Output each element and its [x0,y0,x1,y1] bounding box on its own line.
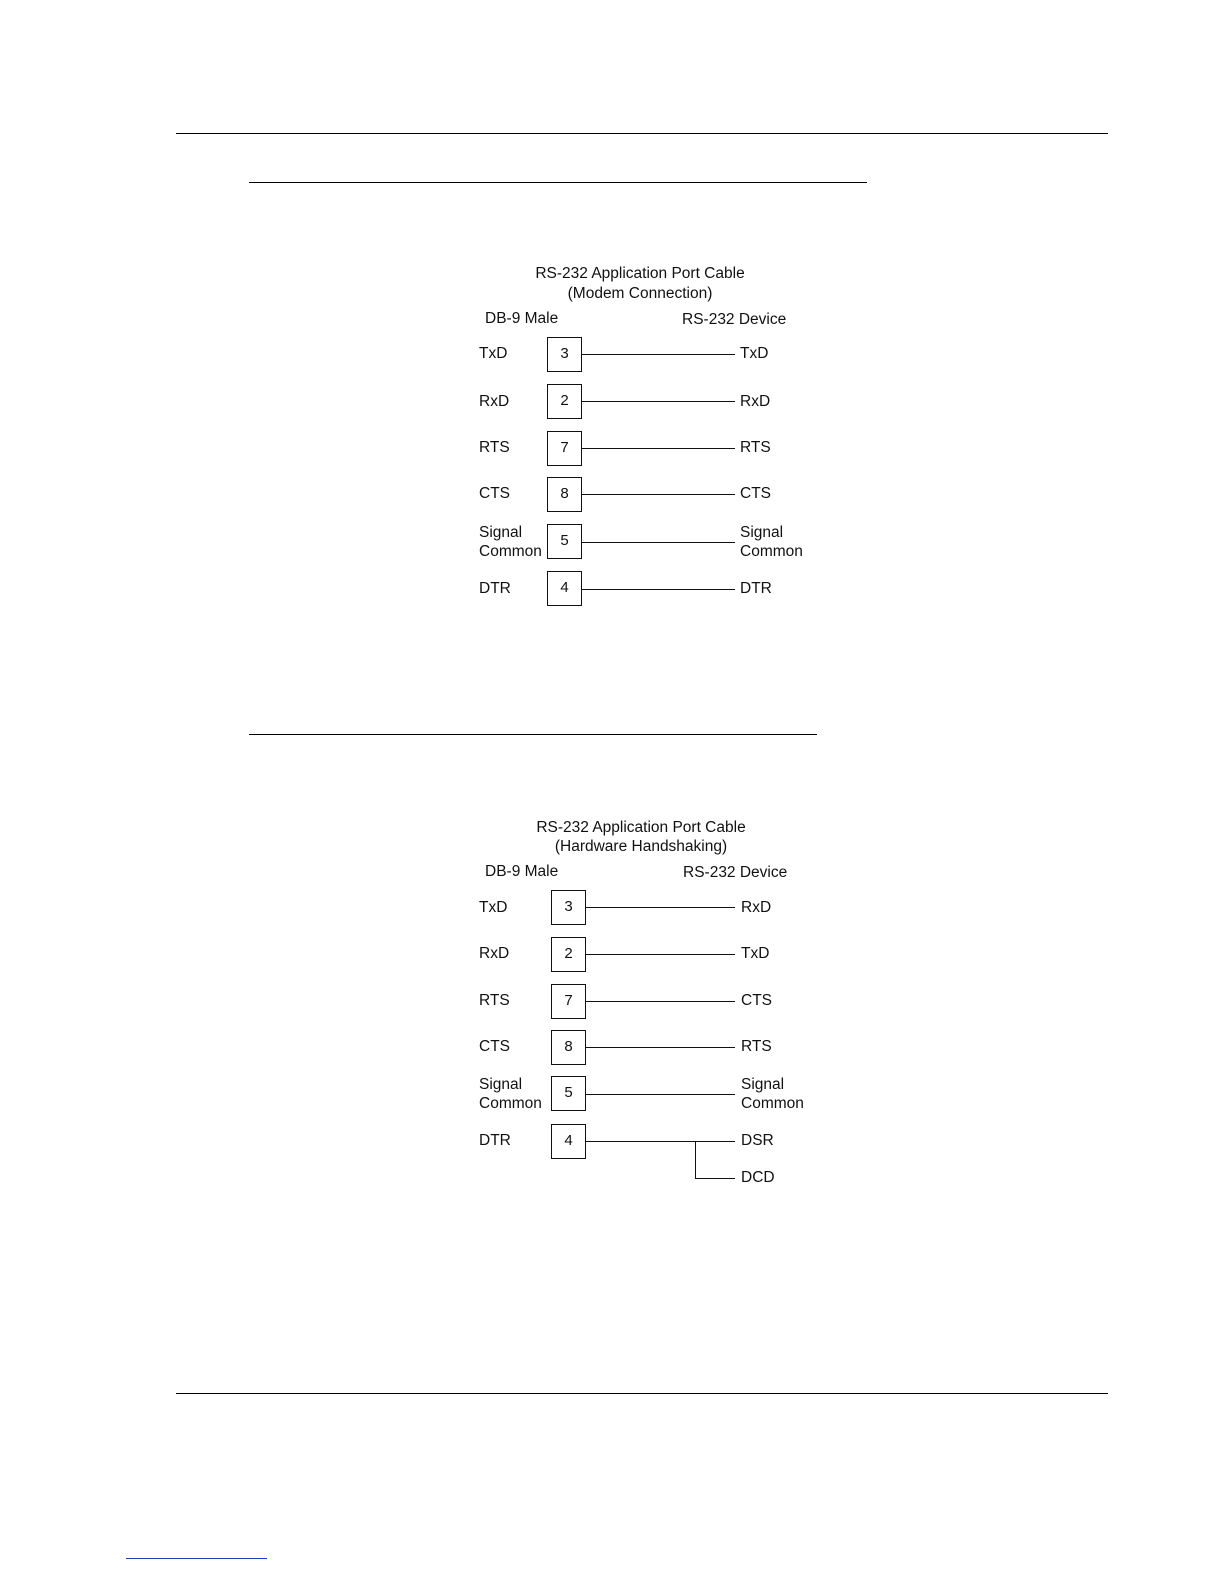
wire [582,354,735,355]
pin-box: 2 [551,937,586,972]
pin-box: 5 [547,524,582,559]
pin-box: 4 [551,1124,586,1159]
right-signal-label-line2: Common [741,1095,804,1112]
right-signal-label: CTS [740,485,771,502]
left-signal-label-line1: Signal [479,1076,523,1093]
left-signal-label: TxD [479,899,508,916]
right-signal-label-line1: Signal [741,1076,785,1093]
right-signal-label-line1: Signal [740,524,784,541]
left-signal-label-line2: Common [479,543,542,560]
right-signal-label: RxD [740,393,771,410]
header-rule [176,133,1108,134]
right-signal-label: TxD [740,345,769,362]
pin-box: 7 [551,984,586,1019]
diagram-title: RS-232 Application Port Cable [535,265,745,282]
wire [582,494,735,495]
wire [586,907,735,908]
left-signal-label: RTS [479,439,510,456]
right-signal-label: CTS [741,992,772,1009]
wire [586,1094,735,1095]
right-signal-label-line2: Common [740,543,803,560]
left-signal-label-line2: Common [479,1095,542,1112]
wire [582,542,735,543]
diagram-title: RS-232 Application Port Cable [536,819,746,836]
pin-box: 7 [547,431,582,466]
wire [586,1047,735,1048]
left-signal-label: RTS [479,992,510,1009]
right-header: RS-232 Device [683,864,788,881]
wire [586,1141,735,1142]
wire [582,589,735,590]
pin-box: 2 [547,384,582,419]
left-header: DB-9 Male [485,310,559,327]
left-signal-label: TxD [479,345,508,362]
pin-box: 3 [547,337,582,372]
left-signal-label: RxD [479,393,510,410]
branch-signal-label: DCD [741,1169,775,1186]
right-signal-label: RTS [741,1038,772,1055]
pin-box: 4 [547,571,582,606]
pin-box: 3 [551,890,586,925]
section-rule-2 [249,734,817,735]
left-signal-label: DTR [479,580,511,597]
right-signal-label: TxD [741,945,770,962]
pin-box: 5 [551,1076,586,1111]
wire [582,448,735,449]
branch-wire-vertical [695,1141,696,1178]
diagram-subtitle: (Modem Connection) [567,285,713,302]
branch-wire [695,1178,735,1179]
right-signal-label: RTS [740,439,771,456]
left-header: DB-9 Male [485,863,559,880]
right-signal-label: RxD [741,899,772,916]
footer-rule [176,1393,1108,1394]
right-header: RS-232 Device [682,311,787,328]
wire [582,401,735,402]
right-signal-label: DTR [740,580,772,597]
pin-box: 8 [547,477,582,512]
right-signal-label: DSR [741,1132,774,1149]
pin-box: 8 [551,1030,586,1065]
left-signal-label: RxD [479,945,510,962]
left-signal-label-line1: Signal [479,524,523,541]
left-signal-label: CTS [479,1038,510,1055]
diagram-subtitle: (Hardware Handshaking) [554,838,728,855]
section-rule-1 [249,182,867,183]
left-signal-label: CTS [479,485,510,502]
left-signal-label: DTR [479,1132,511,1149]
footer-link-underline[interactable] [126,1558,267,1559]
wire [586,954,735,955]
wire [586,1001,735,1002]
